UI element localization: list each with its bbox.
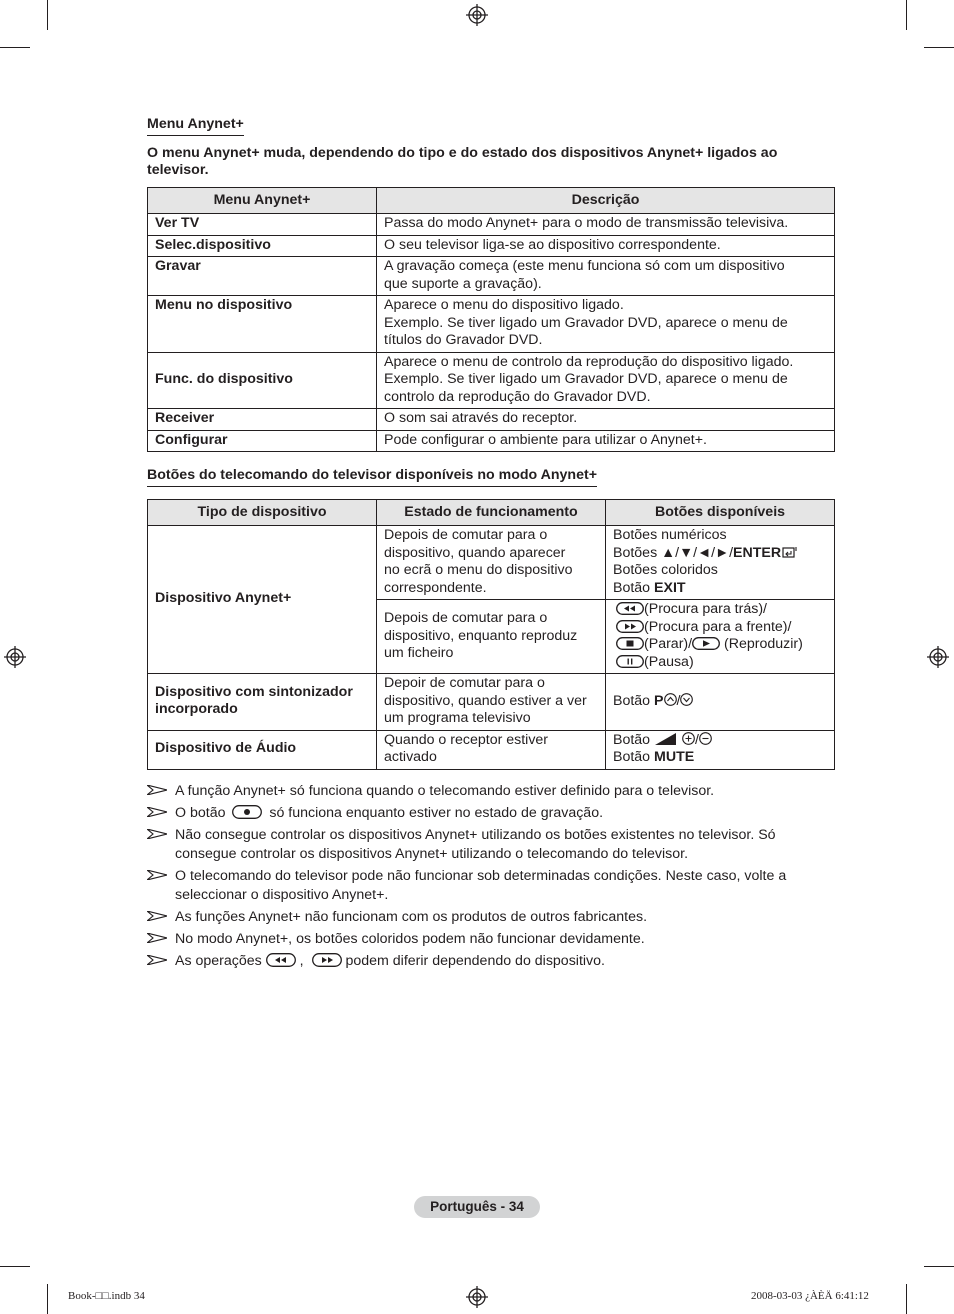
crop-mark (0, 47, 30, 48)
note-item (147, 867, 835, 905)
buttons-line (616, 619, 827, 637)
exit-key-label: EXIT (654, 579, 686, 596)
state-line: correspondente. (384, 579, 487, 596)
menu-item-name: Receiver (148, 409, 377, 431)
available-buttons: Botão P / (606, 674, 835, 731)
note-item (147, 930, 835, 949)
page-number-badge: Português - 34 (414, 1196, 540, 1218)
column-header: Tipo de dispositivo (148, 499, 377, 526)
enter-key-label: ENTER (733, 544, 782, 561)
buttons-line: Botão / (613, 732, 827, 750)
rewind-icon (266, 953, 296, 967)
table-row (148, 235, 835, 257)
channel-up-icon (664, 693, 677, 706)
table-row (148, 409, 835, 431)
menu-item-description (377, 235, 835, 257)
state-line: um ficheiro (384, 645, 454, 662)
note-item (147, 952, 835, 971)
operating-state (377, 600, 606, 674)
fast-forward-icon (312, 953, 342, 967)
menu-item-description (377, 257, 835, 296)
state-line: Depois de comutar para o (384, 610, 548, 627)
device-type: Dispositivo de Áudio (148, 730, 377, 769)
note-item (147, 826, 835, 864)
pause-label: (Pausa) (644, 653, 694, 670)
remote-buttons-table (147, 499, 835, 770)
record-icon (232, 805, 262, 819)
buttons-line: Botões numéricos (613, 527, 727, 543)
note-arrow-icon (147, 955, 167, 965)
buttons-line (613, 749, 827, 767)
arrow-buttons-label: Botões ▲/▼/◄/►/ (613, 544, 734, 561)
buttons-line (616, 601, 827, 619)
crop-mark (924, 47, 954, 48)
state-line: Quando o receptor estiver (384, 731, 549, 748)
volume-icon (654, 732, 678, 746)
note-arrow-icon (147, 933, 167, 943)
note-text: só funciona enquanto estiver no estado de gravação. (265, 804, 604, 821)
note-text: No modo Anynet+, os botões coloridos podem não funcionar devidamente. (175, 930, 645, 947)
menu-item-description (377, 214, 835, 236)
crop-mark (906, 0, 907, 30)
table-row (148, 214, 835, 236)
description-line: Aparece o menu de controlo da reprodução do dispositivo ligado. (384, 353, 794, 370)
notes-list (147, 782, 835, 971)
column-header: Estado de funcionamento (377, 499, 606, 526)
description-line: Pode configurar o ambiente para utilizar o Anynet+. (384, 431, 707, 448)
menu-item-description (377, 296, 835, 353)
menu-item-description (377, 430, 835, 452)
description-line: O seu televisor liga-se ao dispositivo correspondente. (384, 236, 721, 253)
available-buttons (606, 730, 835, 769)
state-line: dispositivo, enquanto reproduz (384, 627, 578, 644)
description-line: Passa do modo Anynet+ para o modo de transmissão televisiva. (384, 215, 789, 231)
note-text: O telecomando do televisor pode não funcionar sob determinadas condições. Neste caso, volte a (175, 867, 787, 884)
note-text: A função Anynet+ só funciona quando o telecomando estiver definido para o televisor. (175, 782, 715, 799)
mute-prefix: Botão (613, 749, 655, 765)
table-row (148, 430, 835, 452)
fast-forward-label: (Procura para a frente)/ (644, 618, 792, 635)
state-line: activado (384, 749, 437, 765)
note-text: podem diferir dependendo do dispositivo. (341, 952, 605, 969)
mute-key-label: MUTE (654, 749, 695, 765)
note-text: seleccionar o dispositivo Anynet+. (175, 886, 389, 903)
crop-mark (47, 1284, 48, 1314)
note-text: consegue controlar os dispositivos Anynet+ utilizando o telecomando do televisor. (175, 845, 689, 862)
menu-item-description (377, 352, 835, 409)
column-header: Menu Anynet+ (148, 187, 377, 214)
buttons-section-title: Botões do telecomando do televisor disponíveis no modo Anynet+ (147, 467, 597, 487)
table-header-row (148, 187, 835, 214)
menu-item-name: Configurar (148, 430, 377, 452)
device-type: Dispositivo Anynet+ (148, 526, 377, 674)
table-row (148, 296, 835, 353)
play-icon (692, 637, 720, 650)
operating-state (377, 526, 606, 600)
rewind-label: (Procura para trás)/ (644, 601, 767, 617)
channel-key-label: P (654, 692, 664, 709)
registration-mark-icon (4, 646, 26, 668)
note-arrow-icon (147, 870, 167, 880)
button-prefix: Botão (613, 692, 655, 709)
menu-item-name: Func. do dispositivo (148, 352, 377, 409)
button-prefix: Botão (613, 731, 655, 748)
buttons-line (613, 580, 827, 598)
description-line: títulos do Gravador DVD. (384, 332, 543, 348)
column-header: Descrição (377, 187, 835, 214)
menu-section-title: Menu Anynet+ (147, 116, 244, 136)
volume-up-icon (682, 732, 695, 745)
table-row (148, 674, 835, 731)
device-type (148, 674, 377, 731)
volume-down-icon (699, 732, 712, 745)
rewind-icon (616, 602, 644, 615)
description-line: Exemplo. Se tiver ligado um Gravador DVD, aparece o menu de (384, 314, 788, 331)
stop-icon (616, 637, 644, 650)
table-header-row (148, 499, 835, 526)
state-line: Depoir de comutar para o (384, 675, 545, 691)
note-arrow-icon (147, 911, 167, 921)
channel-down-icon (680, 693, 693, 706)
note-arrow-icon (147, 785, 167, 795)
available-buttons (606, 600, 835, 674)
operating-state (377, 730, 606, 769)
anynet-menu-table (147, 187, 835, 453)
note-item (147, 804, 835, 823)
description-line: controlo da reprodução do Gravador DVD. (384, 388, 651, 405)
buttons-line (616, 636, 827, 654)
menu-item-name: Menu no dispositivo (148, 296, 377, 353)
print-slug-right: 2008-03-03 ¿ÀÈÄ 6:41:12 (751, 1290, 869, 1302)
description-line: Aparece o menu do dispositivo ligado. (384, 297, 624, 313)
note-text: As funções Anynet+ não funcionam com os produtos de outros fabricantes. (175, 908, 648, 925)
registration-mark-icon (466, 4, 488, 26)
state-line: dispositivo, quando aparecer (384, 544, 566, 561)
description-line: Exemplo. Se tiver ligado um Gravador DVD, aparece o menu de (384, 371, 788, 387)
menu-item-name: Selec.dispositivo (148, 235, 377, 257)
state-line: um programa televisivo (384, 710, 531, 726)
crop-mark (906, 1284, 907, 1314)
menu-item-name: Ver TV (148, 214, 377, 236)
available-buttons (606, 526, 835, 600)
description-line: O som sai através do receptor. (384, 410, 578, 426)
description-line: que suporte a gravação). (384, 275, 542, 292)
table-row (148, 352, 835, 409)
table-row (148, 257, 835, 296)
note-item (147, 782, 835, 801)
table-row (148, 526, 835, 600)
menu-item-description (377, 409, 835, 431)
pause-icon (616, 655, 644, 668)
exit-prefix: Botão (613, 579, 655, 596)
registration-mark-icon (466, 1286, 488, 1308)
enter-icon (782, 546, 798, 559)
note-text: , (295, 952, 308, 969)
state-line: dispositivo, quando estiver a ver (384, 692, 587, 709)
crop-mark (924, 1266, 954, 1267)
menu-item-name: Gravar (148, 257, 377, 296)
state-line: Depois de comutar para o (384, 527, 548, 543)
note-arrow-icon (147, 829, 167, 839)
note-text: As operações (175, 952, 266, 969)
note-text: Não consegue controlar os dispositivos Anynet+ utilizando os botões existentes no televisor. Só (175, 826, 776, 843)
registration-mark-icon (927, 646, 949, 668)
fast-forward-icon (616, 620, 644, 633)
play-label: (Reproduzir) (720, 636, 803, 652)
state-line: no ecrã o menu do dispositivo (384, 562, 573, 578)
operating-state (377, 674, 606, 731)
buttons-line: Botões coloridos (613, 562, 718, 578)
buttons-line (616, 654, 827, 672)
note-arrow-icon (147, 807, 167, 817)
page-content (147, 116, 835, 974)
crop-mark (47, 0, 48, 30)
note-item (147, 908, 835, 927)
stop-label: (Parar)/ (644, 636, 693, 652)
note-text: O botão (175, 804, 230, 821)
crop-mark (0, 1266, 30, 1267)
device-type-line: incorporado (155, 701, 238, 718)
description-line: A gravação começa (este menu funciona só com um dispositivo (384, 258, 785, 274)
print-slug-left: Book-□□.indb 34 (68, 1290, 145, 1302)
device-type-line: Dispositivo com sintonizador (155, 683, 353, 700)
menu-section-intro: O menu Anynet+ muda, dependendo do tipo e do estado dos dispositivos Anynet+ ligados ao televisor. (147, 144, 778, 178)
table-row (148, 730, 835, 769)
buttons-line (613, 545, 827, 563)
column-header: Botões disponíveis (606, 499, 835, 526)
